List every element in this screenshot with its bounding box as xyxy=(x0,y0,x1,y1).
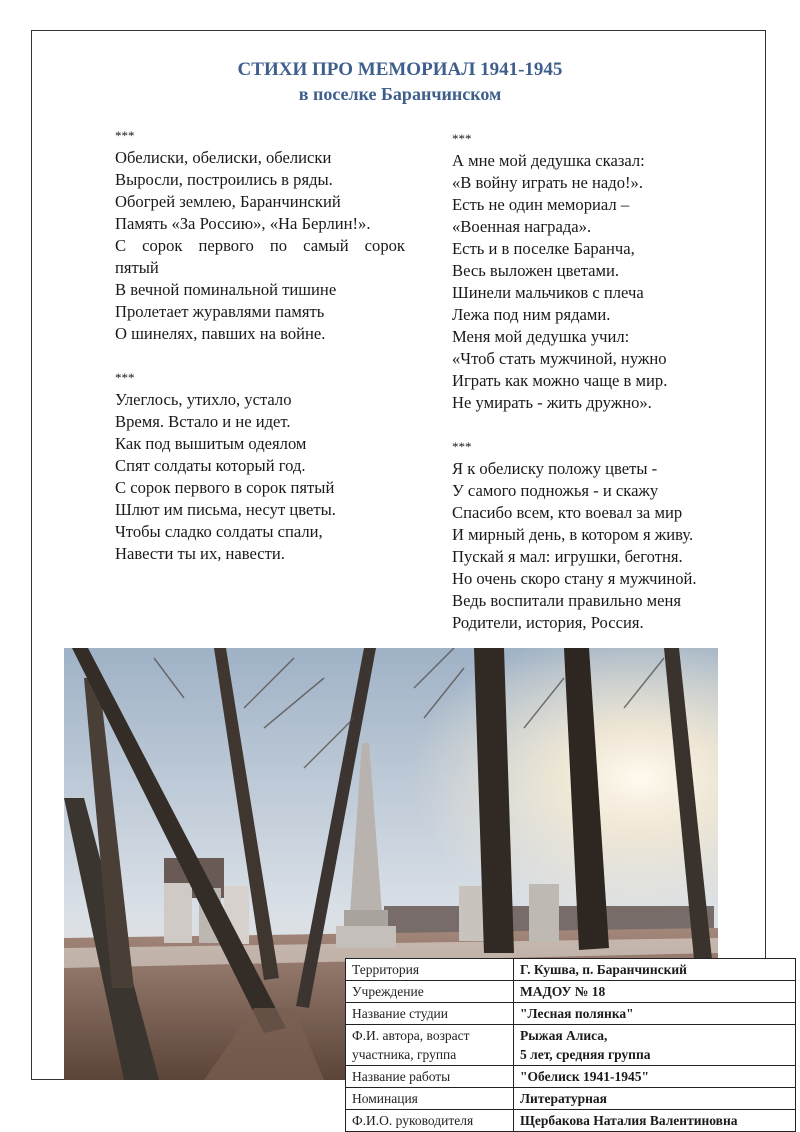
info-label: Ф.И. автора, возраст участника, группа xyxy=(346,1025,514,1066)
stanza-marker: *** xyxy=(115,370,135,385)
poem-line: «В войну играть не надо!». xyxy=(452,173,643,192)
title-line-1: СТИХИ ПРО МЕМОРИАЛ 1941-1945 xyxy=(237,59,563,80)
page-title xyxy=(0,58,800,106)
poem-line: Родители, история, Россия. xyxy=(452,613,644,632)
poem-line: Спят солдаты который год. xyxy=(115,456,306,475)
poem-line: Есть и в поселке Баранча, xyxy=(452,239,635,258)
poem-line: О шинелях, павших на войне. xyxy=(115,324,326,343)
info-value: "Лесная полянка" xyxy=(514,1003,796,1025)
poem-line: Есть не один мемориал – xyxy=(452,195,630,214)
info-label: Учреждение xyxy=(346,981,514,1003)
poem-line: И мирный день, в котором я живу. xyxy=(452,525,694,544)
poem-line: Улеглось, утихло, устало xyxy=(115,390,292,409)
poem-line: Не умирать - жить дружно». xyxy=(452,393,652,412)
stanza-marker: *** xyxy=(452,131,472,146)
table-row xyxy=(346,1066,796,1088)
info-value: МАДОУ № 18 xyxy=(514,981,796,1003)
poem-line: Весь выложен цветами. xyxy=(452,261,620,280)
poem-line: Время. Встало и не идет. xyxy=(115,412,291,431)
table-row xyxy=(346,981,796,1003)
poem-stanza xyxy=(115,367,405,565)
info-label: Название работы xyxy=(346,1066,514,1088)
table-row xyxy=(346,1025,796,1066)
poem-line: Память «За Россию», «На Берлин!». xyxy=(115,214,371,233)
poem-column-left xyxy=(115,125,405,587)
poem-line: «Военная награда». xyxy=(452,217,592,236)
poem-line: Я к обелиску положу цветы - xyxy=(452,459,658,478)
info-value: Литературная xyxy=(514,1088,796,1110)
poem-line: Играть как можно чаще в мир. xyxy=(452,371,668,390)
poem-line: Навести ты их, навести. xyxy=(115,544,285,563)
info-label: Название студии xyxy=(346,1003,514,1025)
poem-stanza xyxy=(452,128,752,414)
table-row xyxy=(346,1110,796,1132)
participant-info-table xyxy=(345,958,796,1132)
title-line-2: в поселке Баранчинском xyxy=(298,84,502,104)
stanza-marker: *** xyxy=(115,128,135,143)
poem-line: В вечной поминальной тишине xyxy=(115,280,337,299)
poem-line: Но очень скоро стану я мужчиной. xyxy=(452,569,697,588)
poem-line: С сорок первого в сорок пятый xyxy=(115,478,335,497)
table-row xyxy=(346,959,796,981)
poem-stanza xyxy=(115,125,405,345)
poem-line: Меня мой дедушка учил: xyxy=(452,327,630,346)
poem-line: «Чтоб стать мужчиной, нужно xyxy=(452,349,667,368)
poem-line: Пролетает журавлями память xyxy=(115,302,325,321)
poem-line: Обелиски, обелиски, обелиски xyxy=(115,148,332,167)
poem-line: пятый xyxy=(115,258,159,277)
poem-line: С сорок первого по самый сорок xyxy=(115,236,405,255)
info-value: Г. Кушва, п. Баранчинский xyxy=(514,959,796,981)
info-value: Щербакова Наталия Валентиновна xyxy=(514,1110,796,1132)
poem-line: Пускай я мал: игрушки, беготня. xyxy=(452,547,683,566)
stanza-marker: *** xyxy=(452,439,472,454)
poem-line: Ведь воспитали правильно меня xyxy=(452,591,682,610)
info-value: Рыжая Алиса, 5 лет, средняя группа xyxy=(514,1025,796,1066)
table-row xyxy=(346,1088,796,1110)
info-label: Ф.И.О. руководителя xyxy=(346,1110,514,1132)
poem-line: Обогрей землею, Баранчинский xyxy=(115,192,341,211)
poem-line: А мне мой дедушка сказал: xyxy=(452,151,645,170)
table-row xyxy=(346,1003,796,1025)
poem-line: Как под вышитым одеялом xyxy=(115,434,307,453)
poem-column-right xyxy=(452,128,752,656)
poem-line: У самого подножья - и скажу xyxy=(452,481,659,500)
info-value: "Обелиск 1941-1945" xyxy=(514,1066,796,1088)
poem-line: Выросли, построились в ряды. xyxy=(115,170,333,189)
poem-line: Чтобы сладко солдаты спали, xyxy=(115,522,323,541)
info-label: Номинация xyxy=(346,1088,514,1110)
poem-line: Спасибо всем, кто воевал за мир xyxy=(452,503,683,522)
poem-stanza xyxy=(452,436,752,634)
info-label: Территория xyxy=(346,959,514,981)
poem-line: Шинели мальчиков с плеча xyxy=(452,283,644,302)
poem-line: Шлют им письма, несут цветы. xyxy=(115,500,336,519)
poem-line: Лежа под ним рядами. xyxy=(452,305,611,324)
